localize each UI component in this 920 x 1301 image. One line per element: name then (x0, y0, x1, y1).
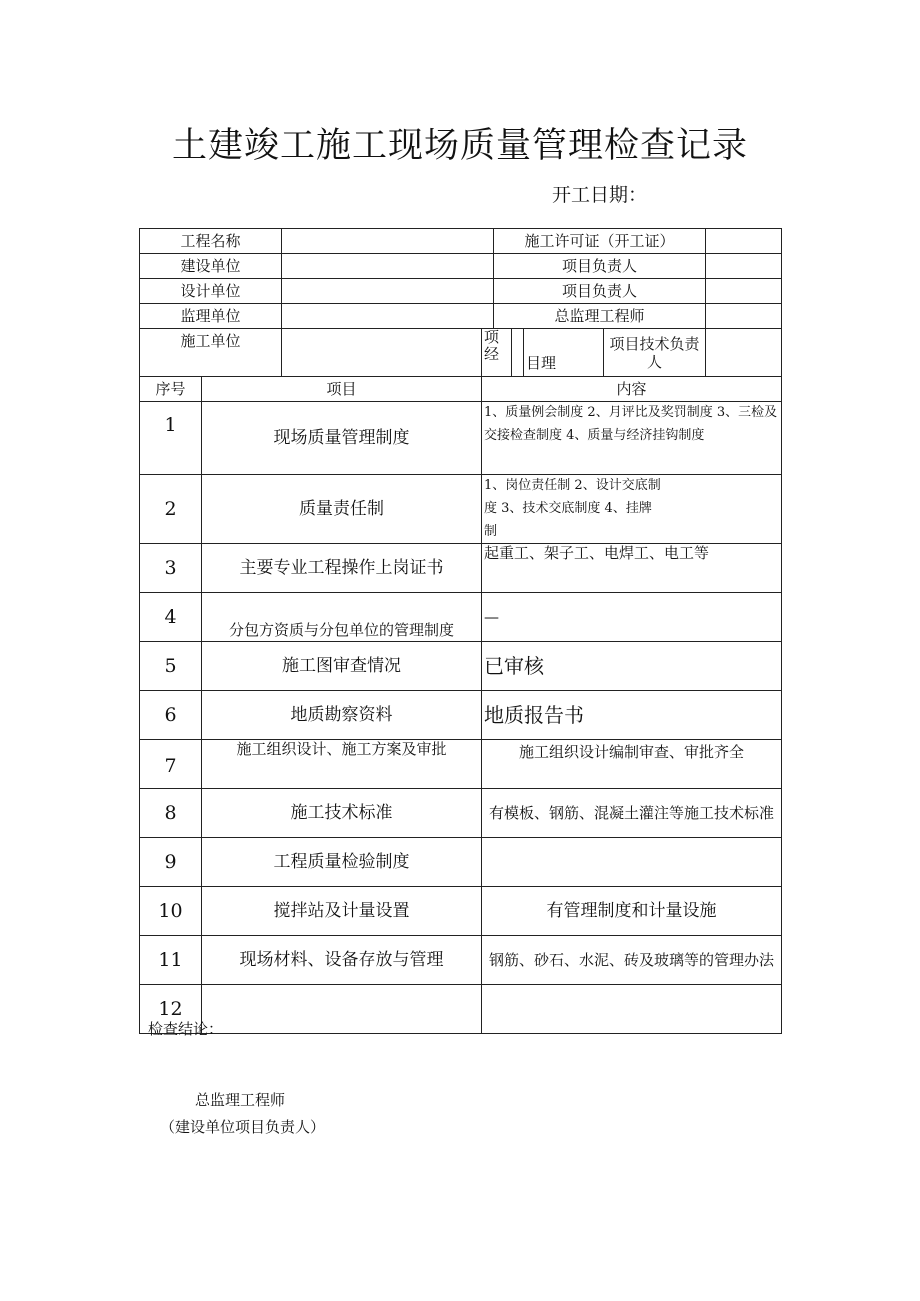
owner-lead-label: 项目负责人 (494, 254, 706, 279)
tech-lead-label: 项目技术负责人 (604, 329, 706, 377)
owner-field[interactable] (282, 254, 494, 279)
row-content: 起重工、架子工、电焊工、电工等 (482, 544, 782, 593)
table-row (140, 740, 782, 789)
design-field[interactable] (282, 279, 494, 304)
conclusion-label: 检查结论： (148, 1020, 224, 1038)
table-row (140, 887, 782, 936)
row-item: 地质勘察资料 (202, 691, 482, 740)
table-row (140, 838, 782, 887)
row-item: 施工图审查情况 (202, 642, 482, 691)
row-content: 已审核 (482, 642, 782, 691)
row-item: 分包方资质与分包单位的管理制度 (202, 593, 482, 642)
page-title: 土建竣工施工现场质量管理检查记录 (171, 126, 748, 166)
signature-title: 总监理工程师 (195, 1091, 286, 1109)
table-row (140, 789, 782, 838)
row-number: 10 (140, 887, 202, 936)
row-number: 5 (140, 642, 202, 691)
row-content: — (482, 593, 782, 642)
header-content: 内容 (482, 377, 782, 402)
pm-label-b: 目理 (524, 329, 604, 377)
project-name-field[interactable] (282, 229, 494, 254)
table-row (140, 402, 782, 475)
row-number: 3 (140, 544, 202, 593)
table-row (140, 642, 782, 691)
row-number: 8 (140, 789, 202, 838)
design-lead-label: 项目负责人 (494, 279, 706, 304)
row-content: 地质报告书 (482, 691, 782, 740)
row-item: 施工技术标准 (202, 789, 482, 838)
table-row (140, 475, 782, 544)
permit-label: 施工许可证（开工证） (494, 229, 706, 254)
row-number: 7 (140, 740, 202, 789)
row-number: 6 (140, 691, 202, 740)
chief-supervisor-label: 总监理工程师 (494, 304, 706, 329)
pm-gap (512, 329, 524, 377)
row-content: 施工组织设计编制审查、审批齐全 (482, 740, 782, 789)
header-item: 项目 (202, 377, 482, 402)
row-number: 1 (140, 402, 202, 475)
row-item: 现场质量管理制度 (202, 402, 482, 475)
permit-field[interactable] (706, 229, 782, 254)
contractor-field[interactable] (282, 329, 482, 377)
chief-supervisor-field[interactable] (706, 304, 782, 329)
signature-subtitle: （建设单位项目负责人） (160, 1118, 326, 1136)
tech-lead-field[interactable] (706, 329, 782, 377)
row-content: 有模板、钢筋、混凝土灌注等施工技术标准 (482, 789, 782, 838)
row-item: 现场材料、设备存放与管理 (202, 936, 482, 985)
row-number: 11 (140, 936, 202, 985)
row-item: 施工组织设计、施工方案及审批 (202, 740, 482, 789)
design-lead-field[interactable] (706, 279, 782, 304)
start-date-label: 开工日期： (552, 184, 648, 206)
row-content (482, 985, 782, 1034)
row-number: 12 (140, 985, 202, 1034)
row-content: 1、岗位责任制 2、设计交底制度 3、技术交底制度 4、挂牌制 (482, 475, 782, 544)
row-number: 9 (140, 838, 202, 887)
table-row (140, 985, 782, 1034)
row-content (482, 838, 782, 887)
row-number: 4 (140, 593, 202, 642)
inspection-form-table (139, 228, 782, 1034)
row-item: 质量责任制 (202, 475, 482, 544)
table-row (140, 593, 782, 642)
owner-lead-field[interactable] (706, 254, 782, 279)
owner-label: 建设单位 (140, 254, 282, 279)
table-row (140, 691, 782, 740)
row-item (202, 985, 482, 1034)
project-name-label: 工程名称 (140, 229, 282, 254)
supervision-label: 监理单位 (140, 304, 282, 329)
row-item: 工程质量检验制度 (202, 838, 482, 887)
supervision-field[interactable] (282, 304, 494, 329)
pm-label-a: 项经 (482, 329, 512, 377)
contractor-label: 施工单位 (140, 329, 282, 377)
row-item: 主要专业工程操作上岗证书 (202, 544, 482, 593)
header-no: 序号 (140, 377, 202, 402)
row-item: 搅拌站及计量设置 (202, 887, 482, 936)
row-content: 钢筋、砂石、水泥、砖及玻璃等的管理办法 (482, 936, 782, 985)
table-row (140, 544, 782, 593)
table-row (140, 936, 782, 985)
design-label: 设计单位 (140, 279, 282, 304)
row-content: 1、质量例会制度 2、月评比及奖罚制度 3、三检及交接检查制度 4、质量与经济挂钩制度 (482, 402, 782, 475)
row-content: 有管理制度和计量设施 (482, 887, 782, 936)
row-number: 2 (140, 475, 202, 544)
